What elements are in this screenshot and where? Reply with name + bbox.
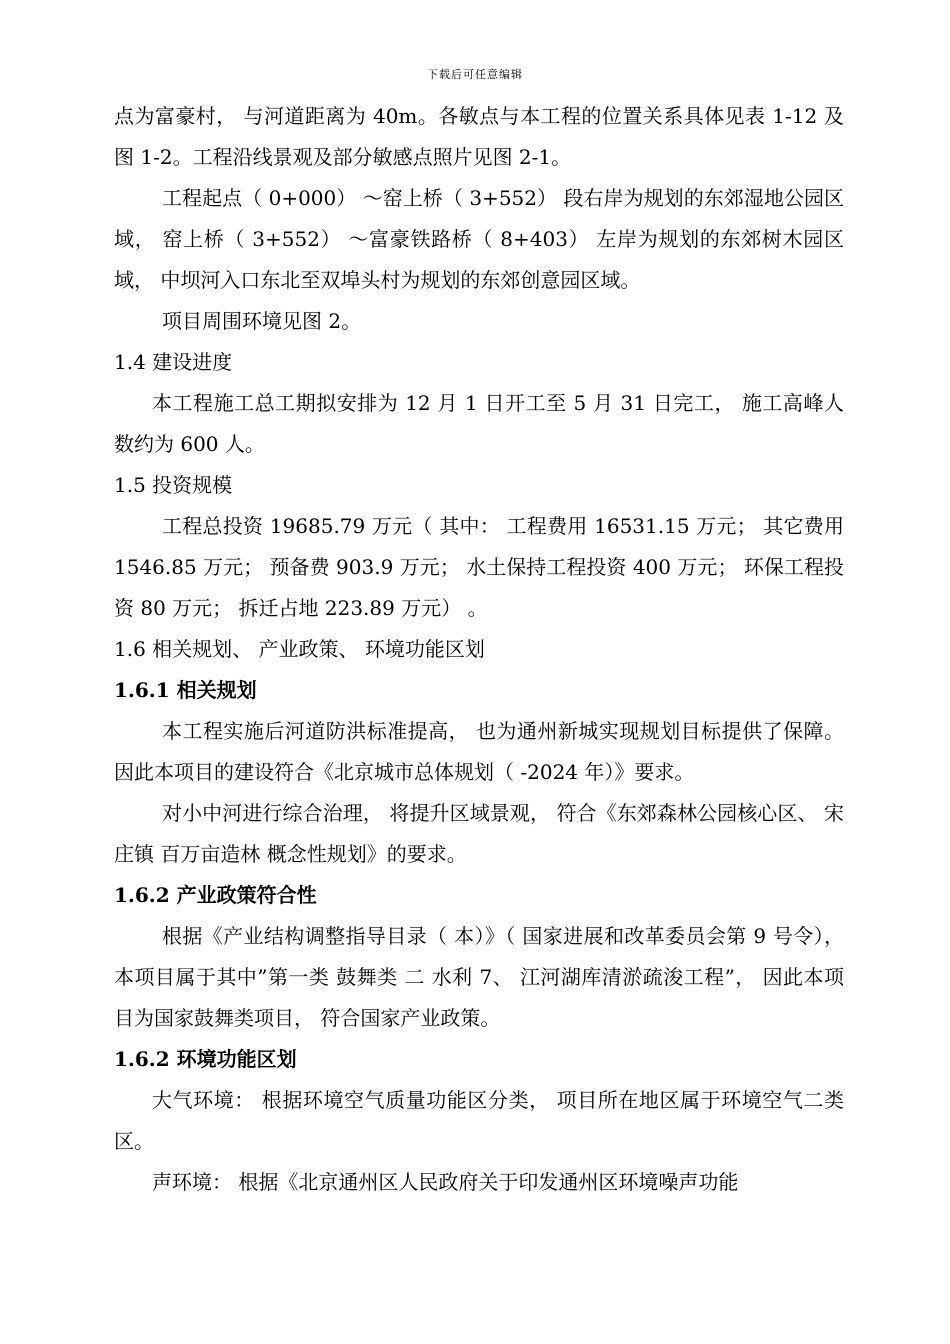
section-heading-1-4: 1.4 建设进度 <box>114 350 233 374</box>
page-header: 下载后可任意编辑 <box>427 68 523 81</box>
paragraph-landscape: 对小中河进行综合治理， 将提升区域景观， 符合《东郊森林公园核心区、 宋庄镇 百万亩造林 概念性规划》的要求。 <box>114 801 844 866</box>
document-body <box>114 96 844 1203</box>
section-heading-1-6: 1.6 相关规划、 产业政策、 环境功能区划 <box>114 637 485 661</box>
paragraph-flood-planning: 本工程实施后河道防洪标准提高， 也为通州新城实现规划目标提供了保障。因此本项目的建设符合《北京城市总体规划（ -2024 年）》要求。 <box>114 719 844 784</box>
paragraph-industry-policy: 根据《产业结构调整指导目录（ 本）》（ 国家进展和改革委员会第 9 号令）， 本项目属于其中”第一类 鼓舞类 二 水利 7、 江河湖库清淤疏浚工程”， 因此本项目为国家鼓舞类项目， 符合国家产业政策。 <box>114 924 844 1030</box>
paragraph-schedule: 本工程施工总工期拟安排为 12 月 1 日开工至 5 月 31 日完工， 施工高峰人数约为 600 人。 <box>114 391 844 456</box>
subsection-heading-1-6-2-zoning: 1.6.2 环境功能区划 <box>114 1047 297 1071</box>
subsection-heading-1-6-1: 1.6.1 相关规划 <box>114 678 257 702</box>
paragraph-environment-figure: 项目周围环境见图 2。 <box>162 309 362 333</box>
paragraph-investment: 工程总投资 19685.79 万元（ 其中： 工程费用 16531.15 万元； 其它费用 1546.85 万元； 预备费 903.9 万元； 水土保持工程投资 400 万元； 环保工程投资 80 万元； 拆迁占地 223.89 万元） 。 <box>114 514 844 620</box>
paragraph-planning-areas: 工程起点（ 0+000） ～窑上桥（ 3+552） 段右岸为规划的东郊湿地公园区域， 窑上桥（ 3+552） ～富豪铁路桥（ 8+403） 左岸为规划的东郊树木园区域， 中坝河入口东北至双埠头村为规划的东郊创意园区域。 <box>114 186 844 292</box>
paragraph-air-environment: 大气环境： 根据环境空气质量功能区分类， 项目所在地区属于环境空气二类区。 <box>114 1088 844 1153</box>
paragraph-sound-environment: 声环境： 根据《北京通州区人民政府关于印发通州区环境噪声功能 <box>152 1170 739 1194</box>
subsection-heading-1-6-2-policy: 1.6.2 产业政策符合性 <box>114 883 317 907</box>
section-heading-1-5: 1.5 投资规模 <box>114 473 233 497</box>
paragraph-sensitive-points: 点为富豪村， 与河道距离为 40m。各敏点与本工程的位置关系具体见表 1-12 及图 1-2。工程沿线景观及部分敏感点照片见图 2-1。 <box>114 104 844 169</box>
